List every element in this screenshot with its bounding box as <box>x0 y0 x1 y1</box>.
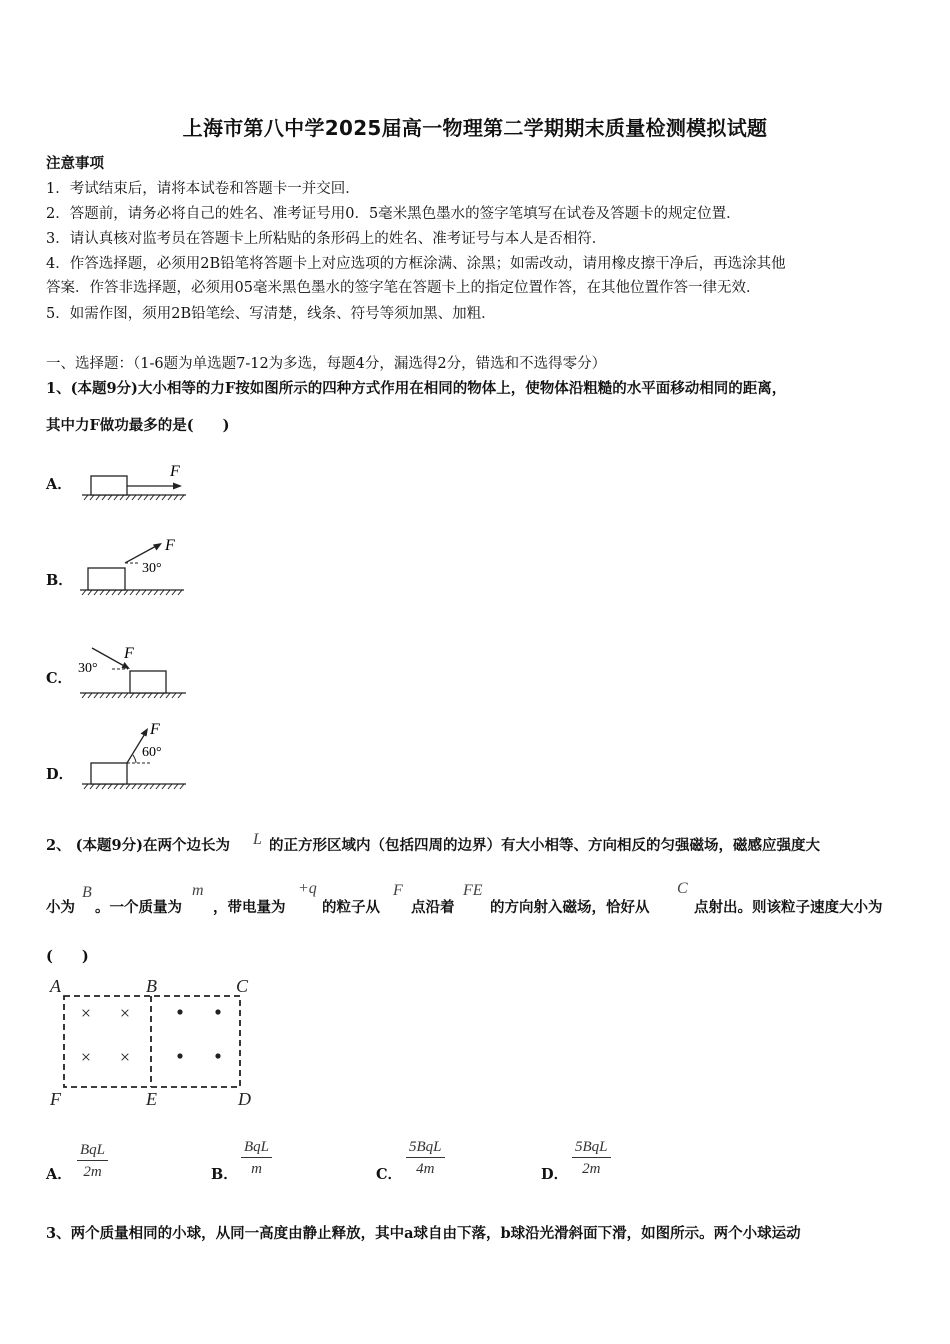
q2-option-c-fraction <box>406 1137 445 1180</box>
q2-option-a-denominator: 2m <box>83 1164 102 1180</box>
q2-stem-line1-part1: 2、 (本题9分)在两个边长为 <box>46 837 230 854</box>
figure-label-d: D <box>238 1089 251 1109</box>
q1-option-b-force-label: F <box>165 537 175 554</box>
q2-stem-line2-part6: 的方向射入磁场，恰好从 <box>490 899 650 916</box>
q2-stem-line2-part3: ，带电量为 <box>213 899 286 916</box>
q1-option-b-figure <box>76 532 196 600</box>
q1-option-b-label: B． <box>46 572 73 589</box>
figure-label-f: F <box>50 1089 61 1109</box>
q2-stem-line2-part7: 点射出。则该粒子速度大小为 <box>694 899 883 916</box>
q2-option-d-fraction <box>572 1137 611 1180</box>
q1-option-a-force-label: F <box>170 463 180 480</box>
field-into-page-mark: × <box>119 1003 131 1023</box>
figure-label-a: A <box>50 976 61 996</box>
q1-option-d-label: D． <box>46 766 74 783</box>
q1-option-c-figure <box>76 640 196 702</box>
q2-option-a-fraction <box>77 1140 108 1183</box>
q2-stem-line2-part4: 的粒子从 <box>322 899 380 916</box>
figure-label-c: C <box>236 976 249 996</box>
q2-magnetic-field-figure <box>44 972 264 1112</box>
q2-var-c: C <box>677 880 688 897</box>
q2-stem-line2-part5: 点沿着 <box>411 899 455 916</box>
notice-item-2: 2．答题前，请务必将自己的姓名、准考证号用0．5毫米黑色墨水的签字笔填写在试卷及答题卡的规定位置． <box>46 206 741 222</box>
q1-stem-line1: 1、(本题9分)大小相等的力F按如图所示的四种方式作用在相同的物体上，使物体沿粗糙的水平面移动相同的距离， <box>46 380 787 397</box>
q1-option-d-figure <box>78 718 193 796</box>
field-into-page-mark: × <box>80 1003 92 1023</box>
notice-item-4-cont: 答案．作答非选择题，必须用05毫米黑色墨水的签字笔在答题卡上的指定位置作答，在其他位置作答一律无效． <box>46 280 761 296</box>
figure-label-b: B <box>146 976 157 996</box>
q2-option-b-label: B． <box>211 1166 238 1183</box>
field-into-page-mark: × <box>119 1047 131 1067</box>
q1-option-a-figure <box>78 458 193 504</box>
q1-stem-line2: 其中力F做功最多的是( ) <box>46 417 230 434</box>
q2-option-c-numerator: 5BqL <box>406 1137 445 1158</box>
q1-option-d-force-label: F <box>150 721 160 738</box>
q1-option-c-force-label: F <box>124 645 134 662</box>
notice-item-5: 5．如需作图，须用2B铅笔绘、写清楚，线条、符号等须加黑、加粗． <box>46 306 496 322</box>
q1-option-a-label: A． <box>46 476 72 493</box>
q3-stem-line1: 3、两个质量相同的小球，从同一高度由静止释放，其中a球自由下落，b球沿光滑斜面下滑，如图所示。两个小球运动 <box>46 1225 801 1242</box>
notice-item-4: 4．作答选择题，必须用2B铅笔将答题卡上对应选项的方框涂满、涂黑；如需改动，请用橡皮擦干净后，再选涂其他 <box>46 256 786 272</box>
notice-item-1: 1．考试结束后，请将本试卷和答题卡一并交回． <box>46 181 360 197</box>
q2-stem-line3: ( ) <box>46 948 89 965</box>
q2-var-m: m <box>192 882 204 899</box>
notice-item-3: 3．请认真核对监考员在答题卡上所粘贴的条形码上的姓名、准考证号与本人是否相符． <box>46 231 607 247</box>
q2-stem-line2-part1: 小为 <box>46 899 75 916</box>
notice-heading: 注意事项 <box>46 156 104 172</box>
q2-option-a-numerator: BqL <box>77 1140 108 1161</box>
q2-stem-line1-part2: 的正方形区域内（包括四周的边界）有大小相等、方向相反的匀强磁场，磁感应强度大 <box>269 837 820 854</box>
q2-var-l: L <box>253 831 262 848</box>
q2-option-d-label: D． <box>541 1166 569 1183</box>
field-out-of-page-dot <box>215 1009 220 1014</box>
q1-option-b-angle-label: 30° <box>142 561 162 576</box>
q2-option-b-fraction <box>241 1137 272 1180</box>
q2-option-c-label: C． <box>376 1166 403 1183</box>
q2-var-f: F <box>393 882 403 899</box>
q2-option-a-label: A． <box>46 1166 72 1183</box>
q2-stem-line2-part2: 。一个质量为 <box>95 899 182 916</box>
q2-option-d-numerator: 5BqL <box>572 1137 611 1158</box>
field-out-of-page-dot <box>177 1053 182 1058</box>
q1-option-c-label: C． <box>46 670 73 687</box>
q2-option-d-denominator: 2m <box>582 1161 601 1177</box>
q2-var-b: B <box>82 884 92 901</box>
q2-option-b-denominator: m <box>251 1161 262 1177</box>
q1-option-c-angle-label: 30° <box>78 661 98 676</box>
field-out-of-page-dot <box>215 1053 220 1058</box>
section-heading: 一、选择题：（1-6题为单选题7-12为多选，每题4分，漏选得2分，错选和不选得零分） <box>46 356 607 372</box>
field-out-of-page-dot <box>177 1009 182 1014</box>
q2-option-b-numerator: BqL <box>241 1137 272 1158</box>
q2-option-c-denominator: 4m <box>416 1161 435 1177</box>
q2-var-q: +q <box>298 880 317 897</box>
figure-label-e: E <box>146 1089 157 1109</box>
q1-option-d-angle-label: 60° <box>142 745 162 760</box>
q2-var-fe: FE <box>463 882 483 899</box>
field-into-page-mark: × <box>80 1047 92 1067</box>
page-title: 上海市第八中学2025届高一物理第二学期期末质量检测模拟试题 <box>182 116 768 140</box>
